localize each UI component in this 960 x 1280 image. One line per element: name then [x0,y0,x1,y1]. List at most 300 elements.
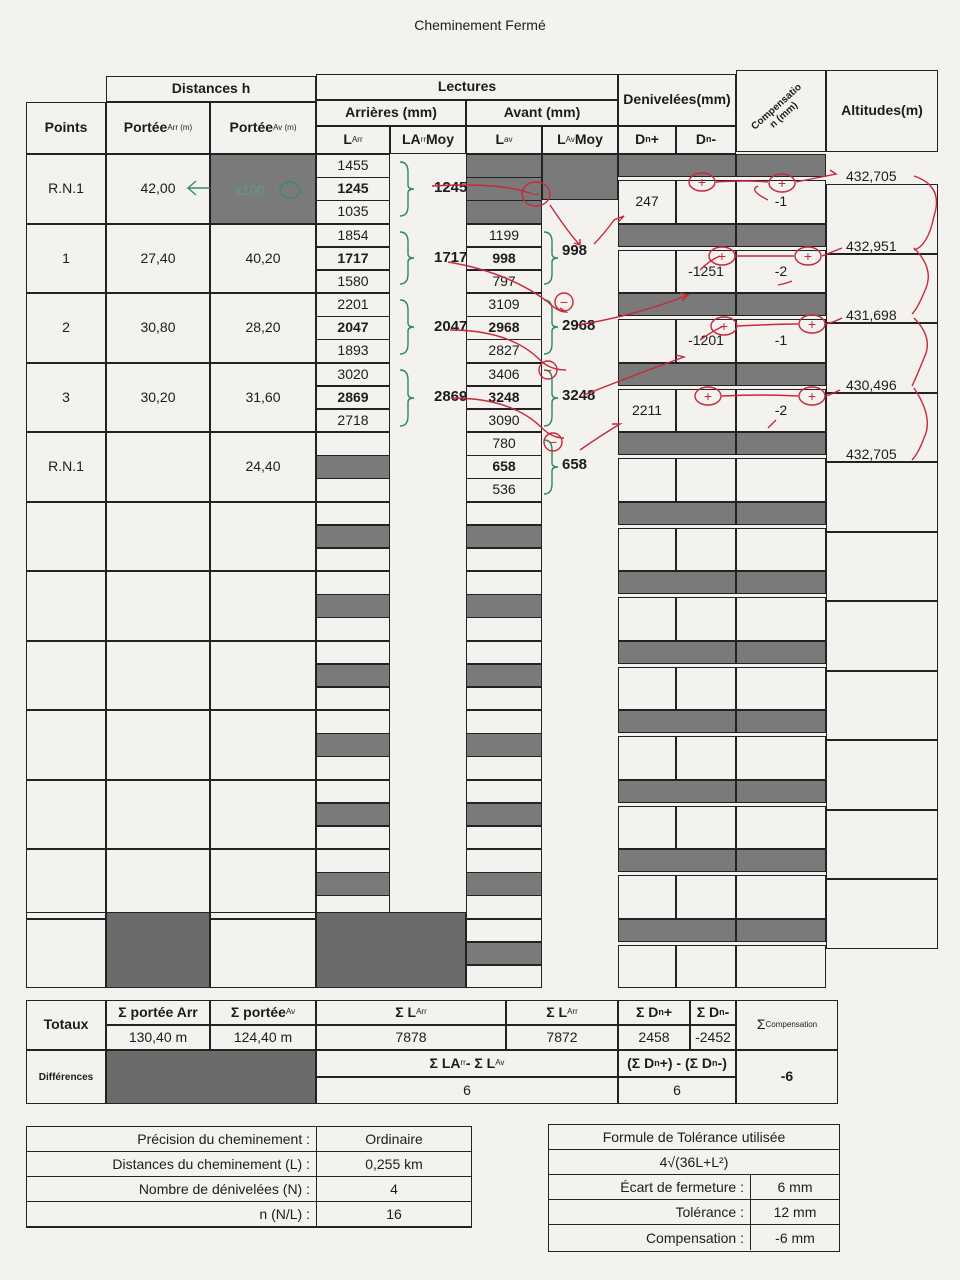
la-moy-cell [390,641,466,711]
dn-minus-cell: -1201 [676,319,736,363]
differences-label [26,1050,106,1104]
compensation-cell: -2 [736,389,826,433]
point-cell [26,502,106,572]
deniv-gray-band [618,710,736,733]
altitude-value: 431,698 [846,307,897,323]
l-av-cell [466,872,542,896]
summary-left-row [27,1202,471,1227]
la-moy-cell [390,710,466,780]
la-moy-cell [390,571,466,641]
diff-label: Différences [38,1071,94,1083]
sum-l-arr: 7878 [316,1025,506,1050]
diff-deniv-label [618,1050,736,1077]
la-moy-cell [390,432,466,502]
dn-minus: D [695,131,706,148]
l-arr-cell [316,571,390,595]
summary-value: 12 mm [773,1204,817,1220]
altitude-cell [826,740,938,810]
lav-moy: L [557,131,566,148]
summary-value: 6 mm [777,1179,813,1195]
dn-plus-cell [618,875,676,919]
l-arr-cell: 2047 [316,316,390,340]
point-cell [26,780,106,850]
portee-arr-cell [106,780,210,850]
d5n: n [654,1057,660,1068]
minus-sign: − [548,434,558,450]
arr-moy-value: 2047 [434,318,468,335]
formula-value: 4√(36L+L²) [549,1150,839,1175]
l-av-cell [466,177,542,201]
l-arr-cell: 1854 [316,224,390,248]
arr-moy-value: 2869 [434,387,468,405]
portee-av-label: Portée [229,119,274,136]
comp-gray-band [736,502,826,525]
d2: rr [460,1058,466,1068]
dn-minus-cell [676,945,736,989]
l-arr-cell [316,826,390,850]
dn-plus-cell: 247 [618,180,676,224]
dn-plus-tail: + [650,131,659,148]
comp-gray-band [736,224,826,247]
portee-av-cell: 40,20 [210,224,316,294]
portee-arr-cell: 30,20 [106,363,210,433]
summary-label: Tolérance : [549,1200,751,1224]
sum-dminus: -2452 [690,1025,736,1050]
av-moy-value: 998 [562,241,588,259]
portee-av-cell: 31,60 [210,363,316,433]
dn-minus-cell [676,597,736,641]
summary-right-table [548,1124,840,1252]
minus-sign: − [531,186,541,202]
point-cell [26,710,106,780]
empty-cell [210,912,316,988]
dn-plus-cell [618,319,676,363]
altitudes-label: Altitudes [841,102,902,119]
plus-sign: + [697,174,707,190]
compensation-cell [736,945,826,989]
deniv-gray-band [618,571,736,594]
portee-arr-cell [106,502,210,572]
l-av-cell [466,502,542,526]
summary-value: -6 mm [775,1229,815,1246]
s7n: n [658,1006,664,1017]
lav-moy-cell [542,780,618,850]
diff-deniv-value: 6 [618,1077,736,1104]
plus-sign: + [803,248,813,264]
altitude-cell [826,601,938,671]
portee-arr-cell [106,710,210,780]
l-arr-cell: 1717 [316,247,390,271]
l-av-cell [466,571,542,595]
minus-sign: − [559,294,569,310]
gray-cell [316,912,466,988]
d7: -) [717,1054,727,1071]
summary-left-table [26,1126,472,1228]
summary-label: Précision du cheminement : [27,1127,317,1151]
dn-plus-cell [618,458,676,502]
summary-left-row [27,1127,471,1152]
arr-moy-value: 1245 [434,179,468,196]
point-cell [26,641,106,711]
l-av-cell [466,733,542,757]
sum-portee-arr: 130,40 m [106,1025,210,1050]
s8t: - [724,1003,730,1020]
summary-right-row [549,1225,839,1250]
s7: Σ D [635,1003,659,1020]
dn-plus-cell [618,945,676,989]
dn-minus-cell: -1251 [676,250,736,294]
altitude-cell [826,532,938,602]
l-av-sub: av [504,134,513,144]
sum-l-av: 7872 [506,1025,618,1050]
point-cell [26,849,106,919]
l-arr-cell [316,455,390,479]
l-av-cell: 780 [466,432,542,456]
s8: Σ D [696,1003,720,1020]
portee-arr-cell [106,849,210,919]
portee-av-cell [210,849,316,919]
summary-left-row [27,1177,471,1202]
summary-left-row [27,1152,471,1177]
dn-plus-cell [618,528,676,572]
l-arr-cell [316,664,390,688]
deniv-gray-band [618,919,736,942]
lav-moy-tail: Moy [574,131,603,148]
dn-minus-cell [676,875,736,919]
dn-plus-n: n [645,134,651,145]
deniv-gray-band [618,849,736,872]
d1: Σ LA [429,1054,461,1071]
dn-plus-cell [618,806,676,850]
sum-dplus-label [618,1000,690,1025]
l-arr-cell [316,478,390,502]
l-av-cell [466,826,542,850]
altitude-value: 432,705 [846,446,897,462]
la-moy: LA [402,131,421,148]
dn-plus: D [635,131,646,148]
compensation-cell [736,806,826,850]
l-arr-cell: 1580 [316,270,390,294]
lav-moy-cell [542,710,618,780]
s1: Σ portée [230,1003,286,1020]
lav-moy-cell [542,154,618,200]
comp-gray-band [736,571,826,594]
l-arr-cell [316,733,390,757]
deniv-gray-band [618,154,736,177]
header-la-moy [390,126,466,154]
l-arr-cell [316,594,390,618]
l-arr-cell [316,432,390,456]
l-arr-cell [316,710,390,734]
dn-minus-cell [676,458,736,502]
comp-gray-band [736,919,826,942]
la-moy-tail: Moy [426,131,454,148]
diff-lectures-label [316,1050,618,1077]
l-av-cell [466,525,542,549]
point-cell: R.N.1 [26,154,106,224]
summary-value: 16 [386,1206,402,1222]
header-portee-av [210,102,316,154]
formula-title: Formule de Tolérance utilisée [549,1125,839,1150]
d5: (Σ D [627,1054,655,1071]
s9: Σ [756,1016,766,1033]
l-av-cell [466,942,542,966]
dn-minus-n: n [705,134,712,145]
l-arr-cell [316,849,390,873]
deniv-gray-band [618,224,736,247]
l-av-cell [466,780,542,804]
header-dn-plus [618,126,676,154]
l-arr-cell [316,617,390,641]
altitudes-unit: (m) [901,102,923,119]
dn-minus-cell [676,806,736,850]
s2: Av [285,1007,296,1017]
header-distances: Distances h [106,76,316,102]
portee-arr-cell: 30,80 [106,293,210,363]
portee-arr-cell [106,571,210,641]
la-moy-sub: rr [420,134,426,144]
lav-moy-cell [542,849,618,919]
compensation-cell: -1 [736,180,826,224]
point-cell [26,571,106,641]
comp-gray-band [736,710,826,733]
header-portee-arr [106,102,210,154]
l-av-cell: 2968 [466,316,542,340]
d6n: n [712,1057,718,1068]
l-av-cell: 1199 [466,224,542,248]
compensation-cell [736,458,826,502]
av-moy-value: 658 [562,456,588,473]
l-av-cell [466,919,542,943]
s8n: n [719,1006,725,1017]
compensation-cell [736,528,826,572]
l-av-cell [466,200,542,224]
compensation-cell [736,736,826,780]
comp-gray-band [736,293,826,316]
l-av-cell: 998 [466,247,542,271]
dn-minus-cell [676,736,736,780]
la-moy-cell [390,849,466,919]
d4: Av [495,1058,505,1068]
diff-lectures-value: 6 [316,1077,618,1104]
gray-cell [106,1050,316,1104]
deniv-gray-band [618,293,736,316]
header-compensation [736,70,826,152]
header-l-av [466,126,542,154]
plus-sign: + [719,318,729,334]
header-avant: Avant (mm) [466,100,618,126]
sum-l-av-label [506,1000,618,1025]
minus-sign: − [543,362,553,378]
point-cell: 3 [26,363,106,433]
compensation-cell [736,667,826,711]
deniv-gray-band [618,432,736,455]
la-moy-cell [390,780,466,850]
comp-gray-band [736,154,826,177]
d6: +) - (Σ D [659,1054,713,1071]
l-av-cell: 2827 [466,339,542,363]
point-cell: 2 [26,293,106,363]
l-arr-cell [316,780,390,804]
l-av-cell [466,803,542,827]
l-arr-cell [316,756,390,780]
l-av-cell [466,617,542,641]
lav-moy-cell [542,919,618,989]
comp-gray-band [736,780,826,803]
compensation-cell: -2 [736,250,826,294]
portee-arr-cell [106,641,210,711]
l-av-cell [466,895,542,919]
point-cell: R.N.1 [26,432,106,502]
lav-moy-sub: Av [565,134,575,144]
compensation-cell: -1 [736,319,826,363]
dn-plus-cell [618,597,676,641]
l-av-cell: 658 [466,455,542,479]
header-altitudes [826,70,938,152]
sum-comp-label [736,1000,838,1050]
l-av-cell: 536 [466,478,542,502]
s5: Σ L [546,1003,568,1020]
l-av-cell [466,756,542,780]
l-arr: L [343,131,352,148]
altitude-value: 432,705 [846,168,897,184]
portee-av-cell: 24,40 [210,432,316,502]
sum-portee-av-label [210,1000,316,1025]
portee-arr-cell: 27,40 [106,224,210,294]
l-av-cell [466,548,542,572]
portee-arr-cell: 42,00 [106,154,210,224]
sum-portee-av: 124,40 m [210,1025,316,1050]
header-points: Points [26,102,106,154]
dn-minus-cell [676,180,736,224]
portee-av-cell [210,780,316,850]
sum-dplus: 2458 [618,1025,690,1050]
sum-l-arr-label [316,1000,506,1025]
compensation-cell [736,875,826,919]
summary-label: Compensation : [549,1225,751,1250]
altitude-value: 432,951 [846,237,897,254]
gray-cell [106,912,210,988]
altitude-value: 430,496 [846,376,897,393]
summary-value: 0,255 km [365,1156,423,1172]
l-arr-cell [316,872,390,896]
portee-av-cell [210,710,316,780]
l-arr-cell: 2869 [316,386,390,410]
lav-moy-cell [542,571,618,641]
deniv-gray-band [618,641,736,664]
l-av-cell [466,594,542,618]
l-arr-cell [316,803,390,827]
totaux-label: Totaux [26,1000,106,1050]
deniv-gray-band [618,363,736,386]
l-arr-cell: 2718 [316,409,390,433]
l-arr-sub: Arr [351,134,363,144]
dn-plus-cell: 2211 [618,389,676,433]
l-av: L [495,131,505,148]
l-arr-cell [316,687,390,711]
l-av-cell [466,664,542,688]
l-av-cell [466,710,542,734]
lav-moy-cell [542,502,618,572]
l-arr-cell: 1245 [316,177,390,201]
l-av-cell: 3248 [466,386,542,410]
l-av-cell: 3109 [466,293,542,317]
comp-gray-band [736,432,826,455]
l-av-cell [466,154,542,178]
l-arr-cell: 1893 [316,339,390,363]
dn-minus-cell [676,528,736,572]
plus-sign: + [807,388,817,404]
s4: Arr [416,1007,427,1017]
empty-cell [26,912,106,988]
sum-portee-arr-label: Σ portée Arr [106,1000,210,1025]
header-lectures: Lectures [316,74,618,100]
plus-sign: + [777,175,787,191]
sum-dminus-label [690,1000,736,1025]
comp-gray-band [736,363,826,386]
summary-right-row [549,1175,839,1200]
s6: Arr [567,1007,578,1017]
s3: Σ L [395,1003,417,1020]
summary-label: Nombre de dénivelées (N) : [27,1177,317,1201]
l-arr-cell: 2201 [316,293,390,317]
av-moy-value: 2968 [562,317,596,334]
dn-minus-cell [676,389,736,433]
altitude-cell [826,462,938,532]
portee-av-cell [210,502,316,572]
l-arr-cell: 1455 [316,154,390,178]
compensation-label: Compensatio n (mm) [749,81,805,132]
header-arrieres: Arrières (mm) [316,100,466,126]
portee-av-cell [210,571,316,641]
portee-arr-label: Portée [123,119,168,136]
l-av-cell [466,965,542,989]
denivelees-unit: (mm) [696,91,731,108]
plus-sign: + [807,316,817,332]
dn-plus-cell [618,250,676,294]
dn-plus-cell [618,667,676,711]
deniv-gray-band [618,502,736,525]
l-av-cell: 3090 [466,409,542,433]
l-arr-cell: 3020 [316,363,390,387]
l-arr-cell: 1035 [316,200,390,224]
summary-label: n (N/L) : [27,1202,317,1226]
s10: Compensation [765,1019,818,1029]
summary-label: Distances du cheminement (L) : [27,1152,317,1176]
portee-av-cell: 28,20 [210,293,316,363]
dn-minus-cell [676,667,736,711]
d3: - Σ L [465,1054,496,1071]
denivelees-label: Denivelées [623,91,697,108]
portee-av-sub: Av (m) [273,122,297,132]
lav-moy-cell [542,641,618,711]
altitude-cell [826,810,938,880]
l-av-cell [466,849,542,873]
l-av-cell [466,641,542,665]
l-arr-cell [316,525,390,549]
point-cell: 1 [26,224,106,294]
altitude-cell [826,671,938,741]
altitude-cell [826,879,938,949]
av-moy-value: 3248 [562,386,596,404]
header-l-arr [316,126,390,154]
portee-arr-sub: Arr (m) [167,122,193,132]
header-denivelees [618,74,736,126]
summary-value: Ordinaire [365,1131,423,1147]
plus-sign: + [717,248,727,264]
document-title: Cheminement Fermé [414,17,546,33]
comp-gray-band [736,641,826,664]
